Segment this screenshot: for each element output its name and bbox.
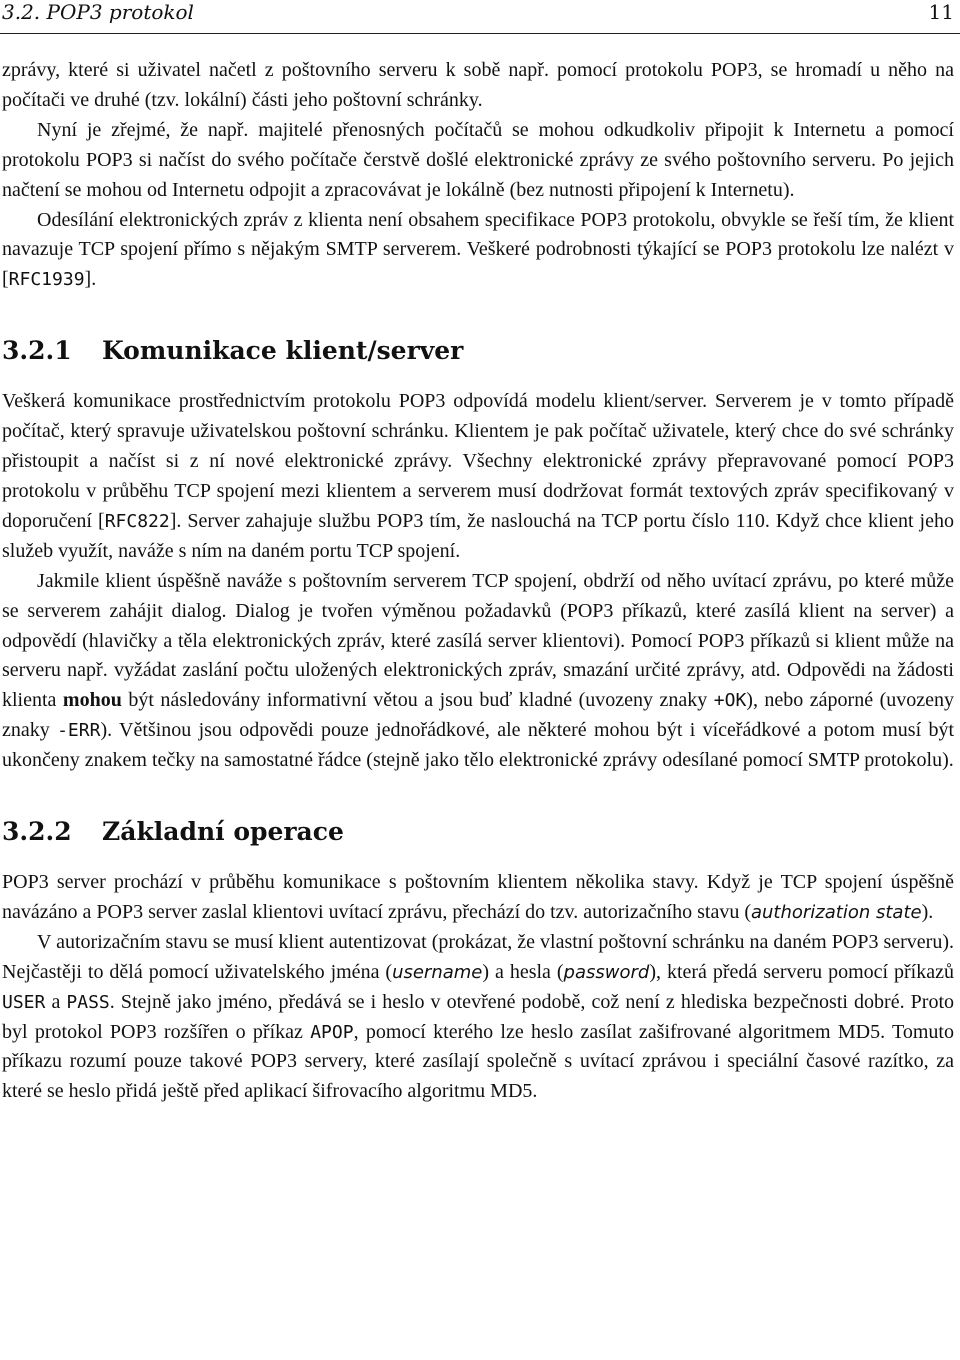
paragraph-text: být následovány informativní větou a jsou buď kladné (uvozeny znaky — [121, 689, 714, 712]
code-ok: +OK — [713, 690, 747, 712]
paragraph-text: . Stejně jako jméno, předává se i heslo v otevřené podobě, což není z hlediska bezpečnosti dobré. Proto byl protokol POP3 rozšířen o příkaz — [2, 990, 954, 1043]
paragraph-text: ). — [921, 900, 934, 923]
code-apop: APOP — [310, 1021, 354, 1043]
paragraph-text: ]. — [84, 268, 97, 291]
running-header — [2, 0, 954, 25]
header-rule — [0, 33, 960, 34]
code-pass: PASS — [66, 991, 110, 1013]
paragraph-text: ), nebo záporné (uvozeny znaky — [2, 689, 954, 742]
paragraph-text: ) a hesla ( — [482, 960, 564, 983]
paragraph-text: POP3 server prochází v průběhu komunikace s poštovním klientem několika stavy. Když je TCP spojení úspěšně navázáno a POP3 server zaslal klientovi uvítací zprávu, přechází do tzv. autorizačního stavu ( — [2, 871, 954, 923]
code-user: USER — [2, 991, 46, 1013]
paragraph-text: V autorizačním stavu se musí klient autentizovat (prokázat, že vlastní poštovní schránku na daném POP3 serveru). Nejčastěji to dělá pomocí uživatelského jména ( — [2, 930, 954, 983]
paragraph-continuation — [2, 56, 954, 116]
paragraph-text: Jakmile klient úspěšně naváže s poštovním serverem TCP spojení, obdrží od něho uvítací zprávu, po které může se serverem zahájit dialog. Dialog je tvořen výměnou požadavků (POP3 příkazů, které zasílá klient na server) a odpovědí (hlavičky a těla elektronických zpráv, které zasílá server klientovi). Pomocí POP3 příkazů si klient může na serveru např. vyžádat zaslání počtu uložených elektronických zpráv, smazání určité zprávy, atd. Odpovědi na žádosti klienta — [2, 569, 954, 712]
section-heading-1 — [2, 335, 954, 367]
code-err: -ERR — [57, 720, 101, 742]
citation-link[interactable]: RFC822 — [104, 510, 170, 532]
page-number: 11 — [928, 0, 954, 24]
paragraph-text: , pomocí kterého lze heslo zasílat zašifrované algoritmem MD5. Tomuto příkazu rozumí pouze takové POP3 servery, které zasílají společně s uvítací zprávou i speciální časové razítko, za které se heslo přidá ještě před aplikací šifrovacího algoritmu MD5. — [2, 1020, 954, 1103]
section-title: Základní operace — [102, 817, 344, 847]
paragraph-text: ]. Server zahajuje službu POP3 tím, že naslouchá na TCP portu číslo 110. Když chce klient jeho služeb využít, naváže s ním na daném portu TCP spojení. — [2, 509, 954, 562]
paragraph — [2, 387, 954, 566]
term-italic: authorization state — [750, 901, 922, 923]
section-heading-2 — [2, 816, 954, 848]
paragraph — [2, 868, 954, 928]
paragraph — [2, 206, 954, 296]
section-number: 3.2.2 — [2, 817, 72, 847]
paragraph-text: Nyní je zřejmé, že např. majitelé přenosných počítačů se mohou odkudkoliv připojit k Internetu a pomocí protokolu POP3 si načíst do svého počítače čerstvě došlé elektronické zprávy ze svého poštovního serveru. Po jejich načtení se mohou od Internetu odpojit a zpracovávat je lokálně (bez nutnosti připojení k Internetu). — [2, 118, 954, 201]
paragraph — [2, 928, 954, 1107]
section-title: Komunikace klient/server — [102, 336, 464, 366]
bold-text: mohou — [62, 689, 122, 712]
paragraph-text: ), která předá serveru pomocí příkazů — [649, 960, 954, 983]
citation-link[interactable]: RFC1939 — [8, 269, 85, 291]
document-body — [2, 56, 954, 1107]
paragraph — [2, 116, 954, 206]
paragraph-text: Odesílání elektronických zpráv z klienta není obsahem specifikace POP3 protokolu, obvykle se řeší tím, že klient navazuje TCP spojení přímo s nějakým SMTP serverem. Veškeré podrobnosti týkající se POP3 protokolu lze nalézt v [ — [2, 208, 954, 291]
paragraph-text: a — [45, 990, 67, 1013]
term-italic: password — [563, 961, 650, 983]
running-header-section-title: 3.2. POP3 protokol — [2, 0, 194, 24]
term-italic: username — [392, 961, 483, 983]
paragraph-text: ). Většinou jsou odpovědi pouze jednořádkové, ale některé mohou být i víceřádkové a potom musí být ukončeny znakem tečky na samostatné řádce (stejně jako tělo elektronické zprávy odesílané pomocí SMTP protokolu). — [2, 719, 954, 772]
paragraph — [2, 567, 954, 776]
section-number: 3.2.1 — [2, 336, 72, 366]
paragraph-text: zprávy, které si uživatel načetl z poštovního serveru k sobě např. pomocí protokolu POP3, se hromadí u něho na počítači ve druhé (tzv. lokální) části jeho poštovní schránky. — [2, 59, 954, 111]
paragraph-text: Veškerá komunikace prostřednictvím protokolu POP3 odpovídá modelu klient/server. Serverem je v tomto případě počítač, který spravuje uživatelskou poštovní schránku. Klientem je pak počítač uživatele, který chce do své schránky přistoupit a načíst si z ní nové elektronické zprávy. Všechny elektronické zprávy přepravované pomocí POP3 protokolu v průběhu TCP spojení mezi klientem a serverem musí dodržovat formát textových zpráv specifikovaný v doporučení [ — [2, 390, 954, 532]
